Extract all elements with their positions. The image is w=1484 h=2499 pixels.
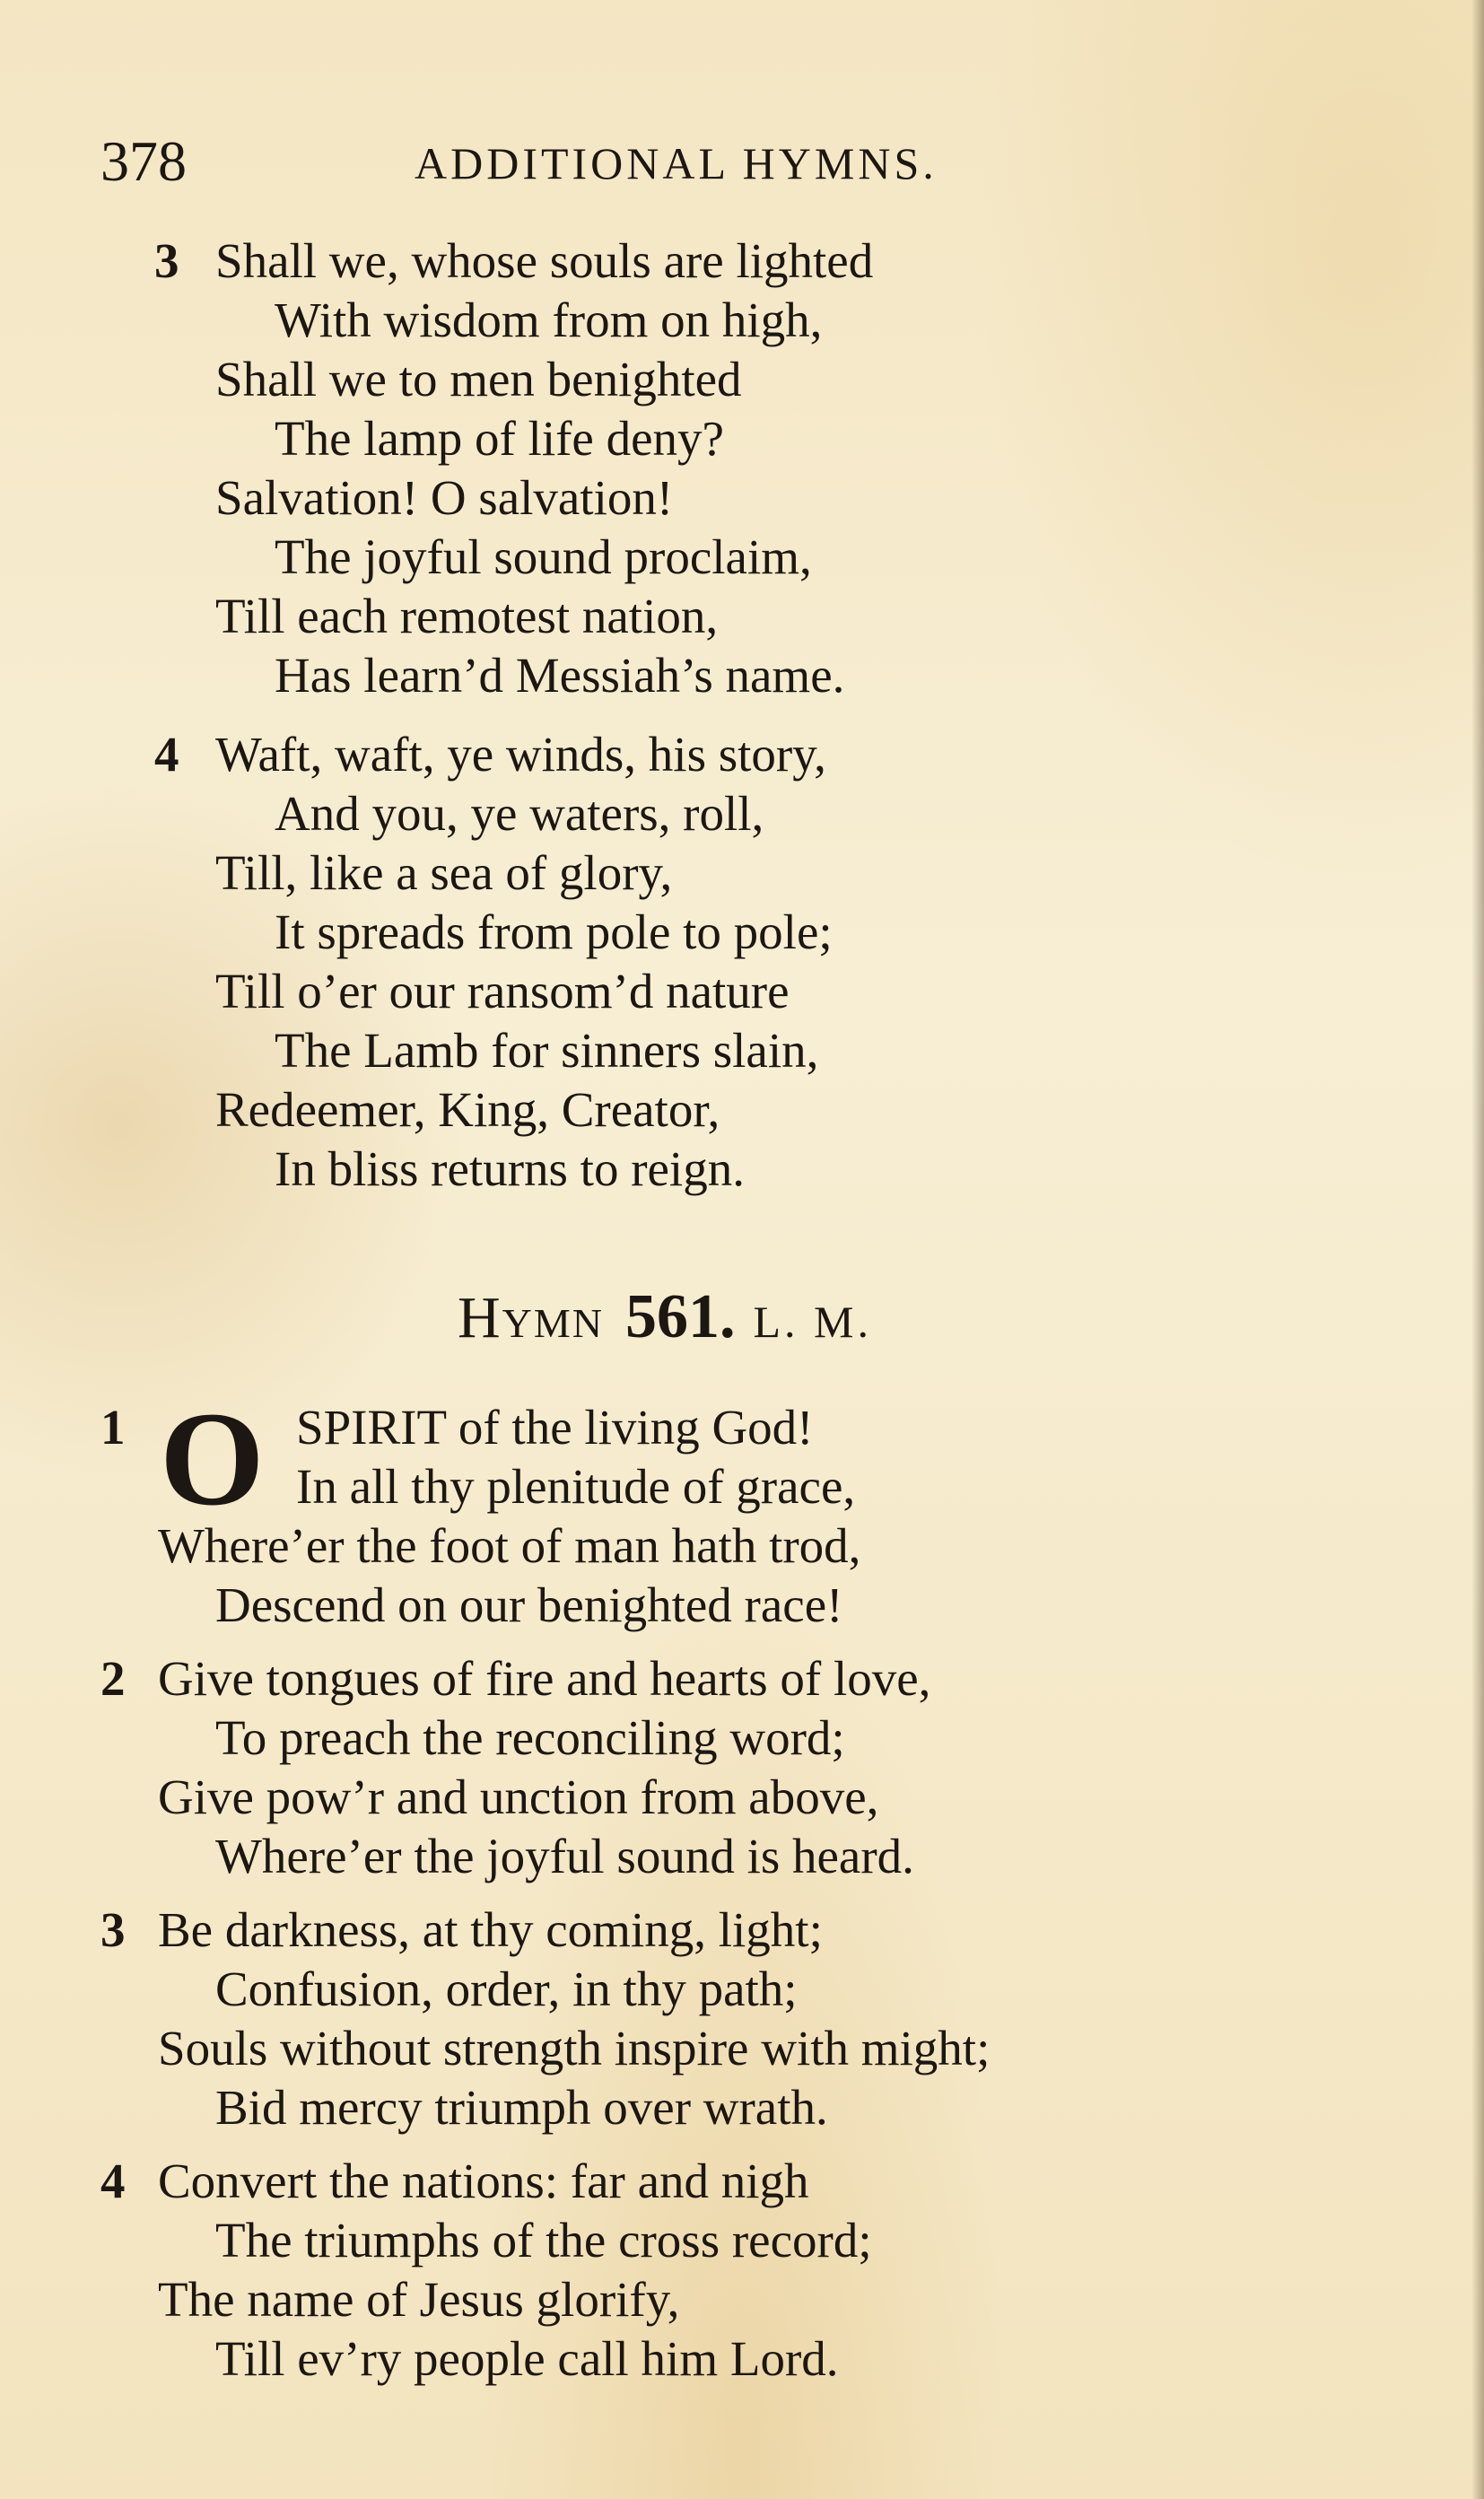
running-head: ADDITIONAL HYMNS. — [415, 138, 938, 188]
verse-line: Give pow’r and unction from above, — [158, 1769, 879, 1824]
verse-line: Convert the nations: far and nigh — [158, 2154, 809, 2208]
verse-line: Descend on our benighted race! — [215, 1577, 843, 1632]
verse-line: Salvation! O salvation! — [215, 470, 674, 525]
verse-line: Shall we, whose souls are lighted — [215, 233, 874, 288]
verse-line: With wisdom from on high, — [275, 293, 823, 347]
verse-line: To preach the reconciling word; — [215, 1710, 845, 1765]
verse-line: Give tongues of fire and hearts of love, — [158, 1651, 931, 1706]
hymn-meter: L. M. — [753, 1297, 873, 1347]
stanza-number: 3 — [100, 1902, 126, 1957]
verse-line: In all thy plenitude of grace, — [296, 1459, 856, 1514]
stanza-number: 2 — [100, 1651, 126, 1706]
verse-line: SPIRIT of the living God! — [296, 1400, 814, 1455]
verse-line: Confusion, order, in thy path; — [215, 1962, 798, 2016]
verse-line: Till ev’ry people call him Lord. — [215, 2331, 839, 2386]
stanza-number: 3 — [154, 233, 179, 288]
verse-line: The Lamb for sinners slain, — [275, 1023, 819, 1078]
verse-line: Has learn’d Messiah’s name. — [275, 648, 845, 703]
verse-line: Till, like a sea of glory, — [215, 845, 673, 900]
hymn-title — [458, 1281, 872, 1353]
page-header — [100, 126, 998, 197]
verse-line: Waft, waft, ye winds, his story, — [215, 727, 826, 782]
verse-line: Be darkness, at thy coming, light; — [158, 1902, 823, 1957]
verse-line: It spreads from pole to pole; — [275, 904, 833, 959]
page-number: 378 — [100, 129, 187, 193]
verse-line: The triumphs of the cross record; — [215, 2213, 872, 2267]
verse-line: Bid mercy triumph over wrath. — [215, 2080, 828, 2135]
verse-line: The lamp of life deny? — [275, 411, 724, 466]
verse-line: And you, ye waters, roll, — [275, 786, 764, 841]
stanza-number: 1 — [100, 1400, 126, 1455]
hymn-number: 561. — [625, 1282, 736, 1351]
hymn-title-word: Hymn — [458, 1285, 605, 1350]
verse-line: Where’er the joyful sound is heard. — [215, 1829, 914, 1883]
verse-line: Where’er the foot of man hath trod, — [158, 1518, 861, 1573]
verse-line: In bliss returns to reign. — [275, 1141, 745, 1196]
stanza-number: 4 — [154, 727, 179, 782]
verse-line: Redeemer, King, Creator, — [215, 1082, 720, 1137]
page-gutter-shadow — [1471, 0, 1484, 2499]
drop-cap: O — [160, 1385, 265, 1533]
verse-line: Till each remotest nation, — [215, 589, 719, 643]
verse-line: Souls without strength inspire with might; — [158, 2021, 991, 2075]
stanza-number: 4 — [100, 2154, 126, 2208]
verse-line: Till o’er our ransom’d nature — [215, 964, 790, 1018]
verse-line: The joyful sound proclaim, — [275, 529, 812, 584]
verse-line: The name of Jesus glorify, — [158, 2272, 680, 2327]
verse-line: Shall we to men benighted — [215, 352, 742, 406]
